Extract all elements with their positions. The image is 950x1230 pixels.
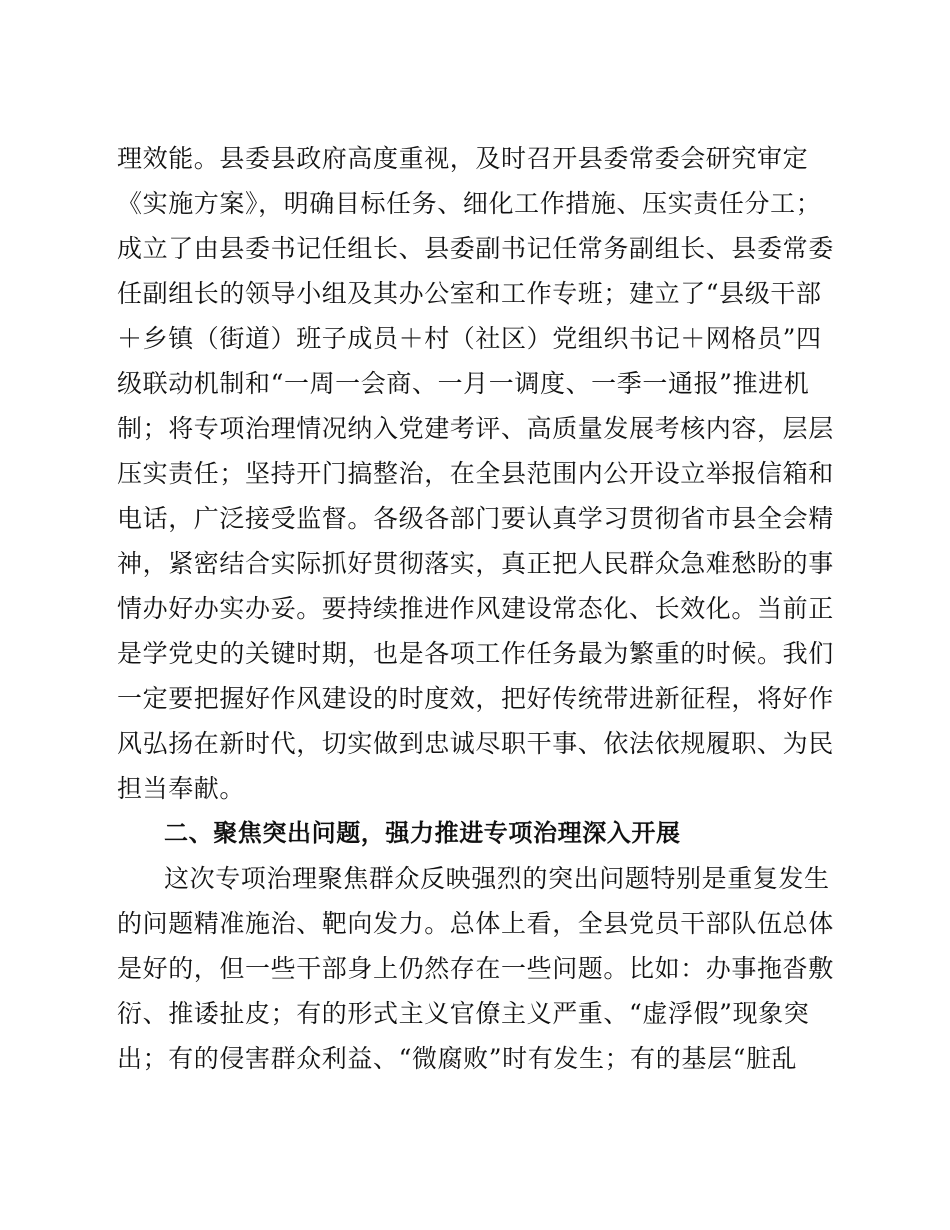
paragraph-line: 压实责任；坚持开门搞整治，在全县范围内公开设立举报信箱和 bbox=[117, 459, 834, 488]
paragraph-line: 情办好办实办妥。要持续推进作风建设常态化、长效化。当前正 bbox=[117, 594, 834, 623]
paragraph-line: 成立了由县委书记任组长、县委副书记任常务副组长、县委常委 bbox=[117, 234, 834, 263]
paragraph-line: 是好的，但一些干部身上仍然存在一些问题。比如：办事拖沓敷 bbox=[117, 954, 834, 983]
paragraph-line: 衍、推诿扯皮；有的形式主义官僚主义严重、“虚浮假”现象突 bbox=[117, 999, 810, 1028]
paragraph-line: 出；有的侵害群众利益、“微腐败”时有发生；有的基层“脏乱 bbox=[117, 1044, 798, 1073]
paragraph-line: 风弘扬在新时代，切实做到忠诚尽职干事、依法依规履职、为民 bbox=[117, 729, 834, 758]
paragraph-line: 的问题精准施治、靶向发力。总体上看，全县党员干部队伍总体 bbox=[117, 909, 834, 938]
paragraph-line: 制；将专项治理情况纳入党建考评、高质量发展考核内容，层层 bbox=[117, 414, 834, 443]
paragraph-line: 是学党史的关键时期，也是各项工作任务最为繁重的时候。我们 bbox=[117, 639, 834, 668]
paragraph-line: 理效能。县委县政府高度重视，及时召开县委常委会研究审定 bbox=[117, 144, 809, 173]
paragraph-line: ＋乡镇（街道）班子成员＋村（社区）党组织书记＋网格员”四 bbox=[117, 324, 822, 353]
paragraph-line: 电话，广泛接受监督。各级各部门要认真学习贯彻省市县全会精 bbox=[117, 504, 834, 533]
paragraph-line: 任副组长的领导小组及其办公室和工作专班；建立了“县级干部 bbox=[117, 279, 822, 308]
paragraph-line: 一定要把握好作风建设的时度效，把好传统带进新征程，将好作 bbox=[117, 684, 834, 713]
paragraph-line: 神，紧密结合实际抓好贯彻落实，真正把人民群众急难愁盼的事 bbox=[117, 549, 834, 578]
paragraph-line: 担当奉献。 bbox=[117, 774, 246, 803]
paragraph-line: 这次专项治理聚焦群众反映强烈的突出问题特别是重复发生 bbox=[164, 864, 830, 893]
paragraph-line: 级联动机制和“一周一会商、一月一调度、一季一通报”推进机 bbox=[117, 369, 810, 398]
section-heading: 二、聚焦突出问题，强力推进专项治理深入开展 bbox=[164, 819, 681, 847]
paragraph-line: 《实施方案》，明确目标任务、细化工作措施、压实责任分工； bbox=[117, 189, 822, 218]
